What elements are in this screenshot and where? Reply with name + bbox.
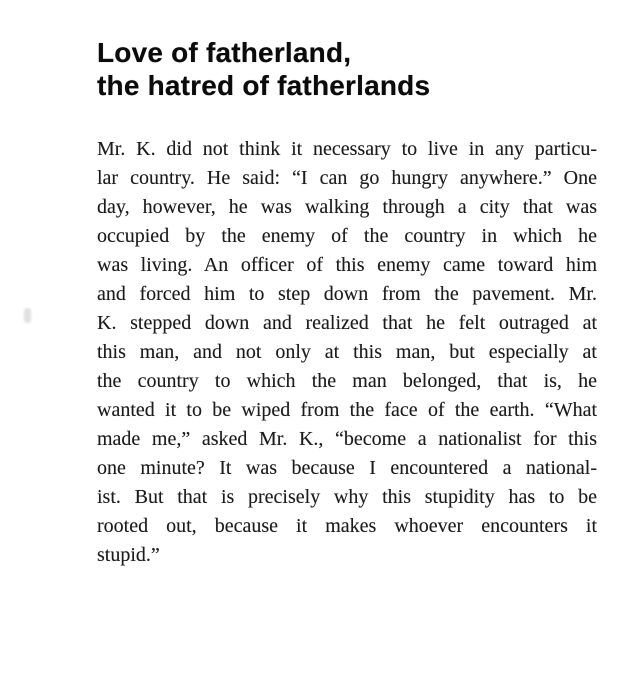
text-line: K. stepped down and realized that he felt outraged at <box>97 312 597 334</box>
text-line: this man, and not only at this man, but especially at <box>97 341 597 363</box>
story-body-paragraph <box>97 135 597 570</box>
story-title <box>97 36 430 102</box>
text-line: and forced him to step down from the pavement. Mr. <box>97 283 597 305</box>
text-line: wanted it to be wiped from the face of the earth. “What <box>97 399 597 421</box>
text-line: was living. An officer of this enemy came toward him <box>97 254 597 276</box>
text-line: stupid.” <box>97 544 160 566</box>
text-line: Mr. K. did not think it necessary to live in any particu- <box>97 138 597 160</box>
text-line: day, however, he was walking through a city that was <box>97 196 597 218</box>
text-line: occupied by the enemy of the country in which he <box>97 225 597 247</box>
story-title-line-2: the hatred of fatherlands <box>97 70 431 101</box>
text-line: lar country. He said: “I can go hungry anywhere.” One <box>97 167 597 189</box>
story-title-line-1: Love of fatherland, <box>97 37 352 68</box>
text-line: made me,” asked Mr. K., “become a nationalist for this <box>97 428 597 450</box>
text-line: rooted out, because it makes whoever encounters it <box>97 515 597 537</box>
text-line: ist. But that is precisely why this stupidity has to be <box>97 486 597 508</box>
text-line: the country to which the man belonged, that is, he <box>97 370 597 392</box>
scan-artifact-speck <box>24 308 31 323</box>
text-line: one minute? It was because I encountered a national- <box>97 457 597 479</box>
